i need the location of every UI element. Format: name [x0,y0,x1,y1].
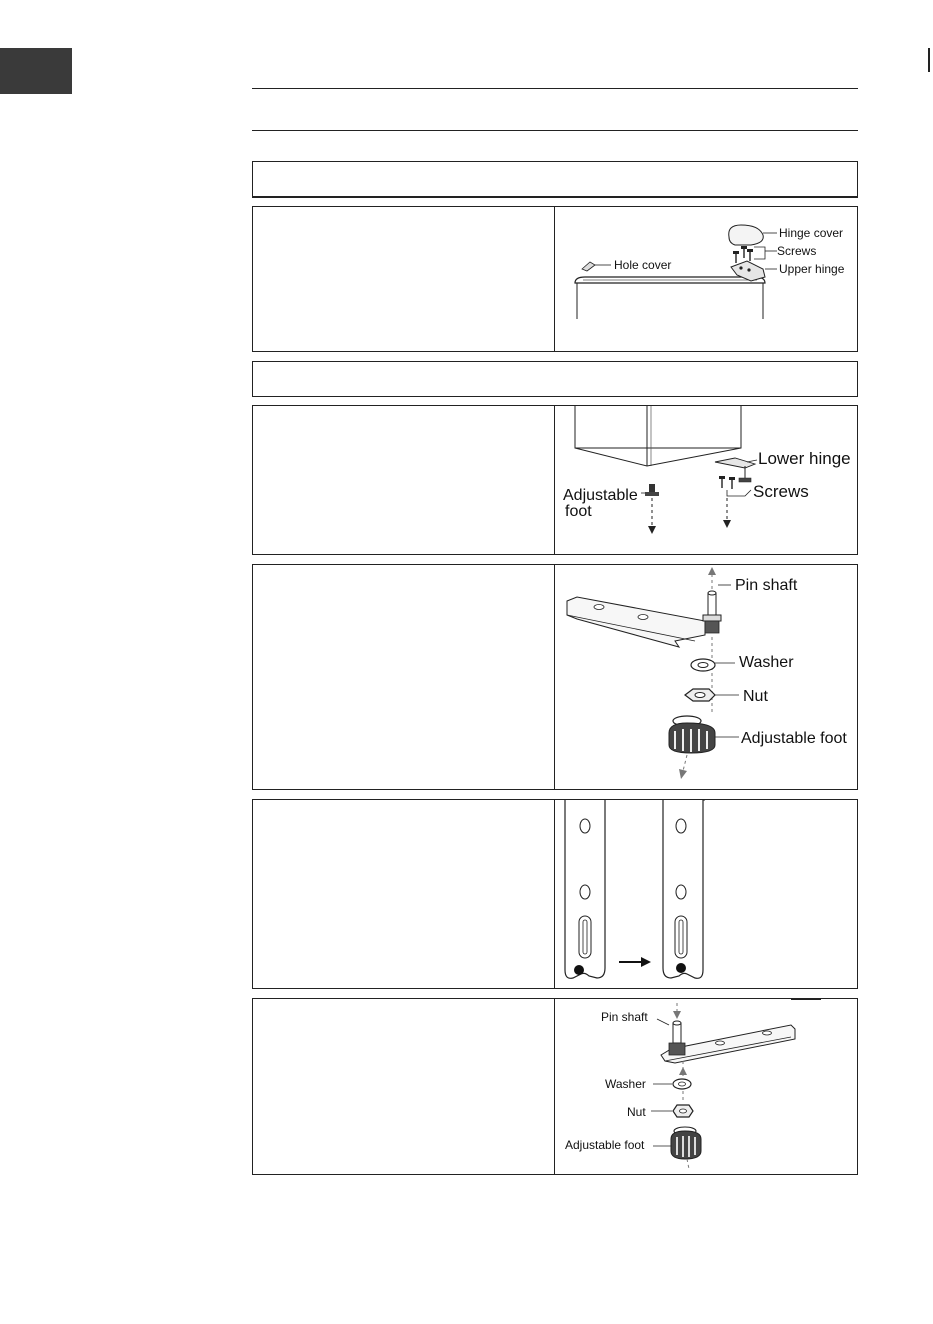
language-tab [0,48,72,94]
label-hole-cover: Hole cover [614,258,672,272]
label-nut-exploded: Nut [743,688,768,705]
label-washer-exploded: Washer [739,654,794,671]
label-washer-reassembled: Washer [605,1077,646,1091]
label-adjustable-foot-exploded: Adjustable foot [741,730,847,747]
label-pin-shaft-reassembled: Pin shaft [601,1010,648,1024]
figure-lower-hinge [555,406,857,554]
label-screws-lower: Screws [753,482,809,501]
label-screws-upper: Screws [777,244,817,258]
step-header-box-2 [252,361,858,397]
figure-upper-hinge [555,207,857,351]
figure-hinge-flip [555,800,857,988]
label-hinge-cover: Hinge cover [779,226,844,240]
label-nut-reassembled: Nut [627,1105,646,1119]
figure-pin-shaft-reassembled [555,999,857,1174]
header-rule-top [252,88,858,89]
label-foot: foot [565,503,592,520]
label-adjustable: Adjustable [563,487,638,504]
label-lower-hinge: Lower hinge [758,449,851,468]
page-edge-mark [928,48,930,72]
label-adjustable-foot-reassembled: Adjustable foot [565,1138,645,1152]
figure-pin-shaft-exploded [555,565,857,789]
label-upper-hinge: Upper hinge [779,262,845,276]
header-rule-bottom [252,130,858,131]
label-pin-shaft-exploded: Pin shaft [735,577,798,594]
step-header-box-1 [252,161,858,198]
